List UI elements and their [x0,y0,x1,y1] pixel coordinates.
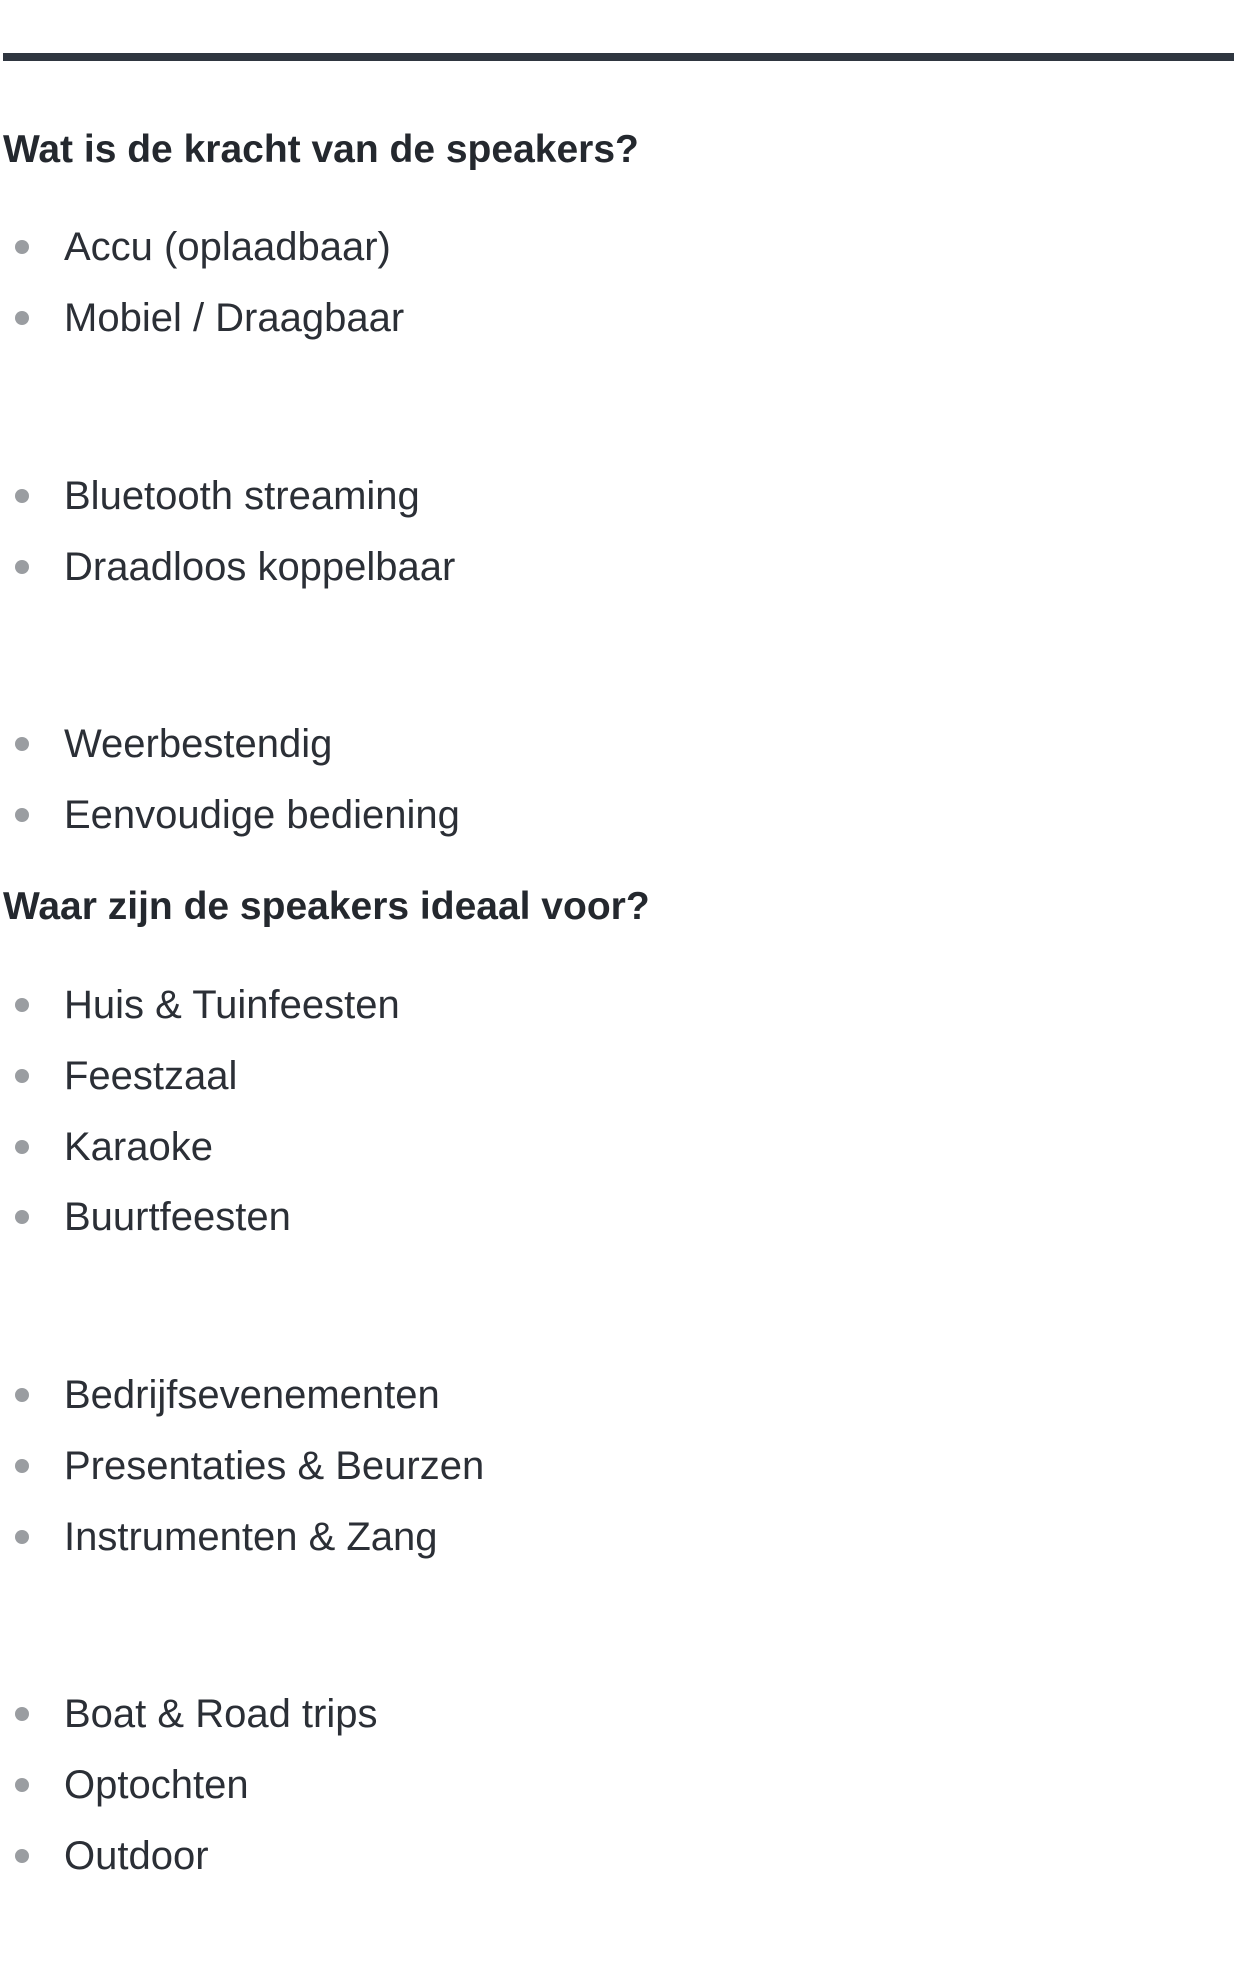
list-item-label: Draadloos koppelbaar [64,545,456,590]
bullet-icon [15,489,29,503]
bullet-icon [15,1778,29,1792]
bullet-icon [15,311,29,325]
list-item-label: Optochten [64,1763,249,1808]
bullet-icon [15,998,29,1012]
list-item-label: Accu (oplaadbaar) [64,225,391,270]
list-item-label: Presentaties & Beurzen [64,1444,485,1489]
bullet-icon [15,1210,29,1224]
section-heading-strengths: Wat is de kracht van de speakers? [3,128,639,171]
list-item-label: Feestzaal [64,1054,238,1099]
bullet-icon [15,240,29,254]
list-item-label: Mobiel / Draagbaar [64,296,405,341]
list-item-label: Buurtfeesten [64,1195,291,1240]
list-item-label: Bedrijfsevenementen [64,1373,440,1418]
bullet-icon [15,1849,29,1863]
bullet-icon [15,1459,29,1473]
bullet-icon [15,1707,29,1721]
top-divider [3,53,1234,61]
list-item-label: Outdoor [64,1833,209,1878]
list-item-label: Eenvoudige bediening [64,793,460,838]
bullet-icon [15,560,29,574]
bullet-icon [15,1069,29,1083]
bullet-icon [15,808,29,822]
list-item-label: Bluetooth streaming [64,474,420,519]
bullet-icon [15,1530,29,1544]
bullet-icon [15,1388,29,1402]
list-item-label: Huis & Tuinfeesten [64,983,400,1028]
bullet-icon [15,1140,29,1154]
list-item-label: Boat & Road trips [64,1692,378,1737]
list-item-label: Weerbestendig [64,722,333,767]
section-heading-uses: Waar zijn de speakers ideaal voor? [3,885,650,928]
list-item-label: Instrumenten & Zang [64,1514,438,1559]
list-item-label: Karaoke [64,1124,213,1169]
bullet-icon [15,737,29,751]
